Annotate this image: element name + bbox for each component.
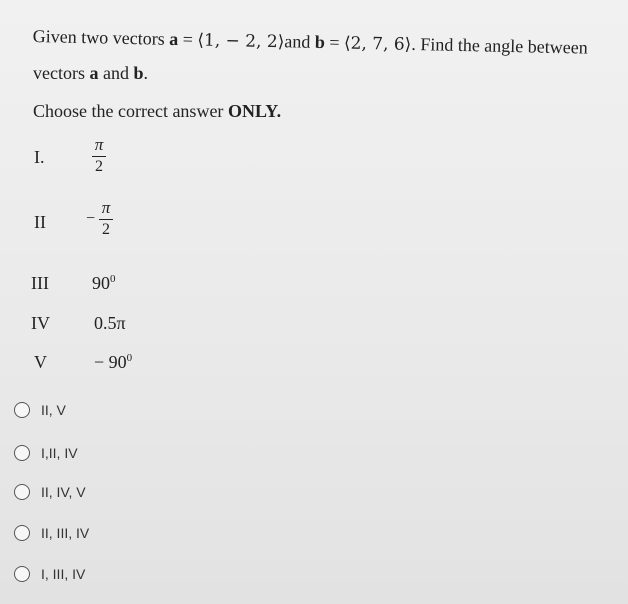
fraction-numerator: π (101, 198, 111, 217)
answer-option-4[interactable] (14, 522, 89, 544)
answer-option-label: II, III, IV (41, 525, 90, 541)
line2-a: a (89, 63, 99, 83)
answer-option-label: II, IV, V (41, 484, 86, 500)
line2-prefix: vectors (33, 63, 90, 83)
answer-option-label: II, V (41, 402, 66, 418)
instruction-text: Choose the correct answer (33, 101, 228, 121)
answer-option-1[interactable] (14, 399, 66, 421)
answer-option-3[interactable] (14, 481, 86, 503)
degree-superscript: 0 (126, 352, 133, 364)
fraction-pi-over-2 (92, 136, 106, 175)
answer-option-label: I, III, IV (41, 566, 86, 582)
radio-button[interactable] (14, 402, 30, 418)
radio-button[interactable] (14, 525, 30, 541)
question-line-2 (33, 63, 148, 84)
line2-end: . (143, 63, 148, 83)
item-expression-4 (94, 313, 126, 334)
vector-a-label: a (169, 28, 179, 50)
fraction-bar (99, 219, 113, 220)
item-expression-2 (86, 199, 113, 238)
line2-b: b (133, 63, 144, 83)
minus-sign: − (86, 209, 96, 227)
degree-superscript: 0 (110, 273, 116, 285)
and-word: and (284, 31, 316, 52)
item-numeral-1: I. (34, 147, 45, 167)
question-line-1 (33, 26, 588, 59)
item-numeral-5: V (34, 352, 47, 372)
line2-and: and (98, 63, 134, 83)
fraction-denominator: 2 (102, 221, 111, 238)
value-90: 90 (92, 273, 110, 293)
instruction (33, 101, 281, 122)
radio-button[interactable] (14, 566, 30, 582)
answer-option-2[interactable] (14, 442, 78, 464)
value-half-pi: 0.5π (94, 313, 126, 333)
item-expression-3 (92, 273, 116, 294)
item-expression-1 (92, 136, 106, 175)
fraction-denominator: 2 (95, 158, 103, 175)
equals-sign: = (178, 29, 198, 50)
item-numeral-3: III (31, 273, 49, 293)
instruction-only: ONLY. (227, 101, 282, 121)
item-expression-5 (94, 352, 132, 373)
equals-sign-2: = (324, 32, 345, 53)
answer-option-label: I,II, IV (41, 445, 78, 461)
vector-b-value: ⟨2, 7, 6⟩ (343, 33, 412, 55)
vector-a-value: ⟨1, − 2, 2⟩ (197, 30, 285, 53)
answer-option-5[interactable] (14, 563, 85, 585)
value-neg-90: − 90 (94, 352, 127, 372)
fraction-neg-pi-over-2 (99, 199, 113, 238)
radio-button[interactable] (14, 484, 30, 500)
item-numeral-2: II (34, 212, 46, 232)
question-suffix: . Find the angle between (411, 33, 588, 58)
item-numeral-4: IV (31, 313, 50, 333)
fraction-bar (92, 156, 106, 157)
radio-button[interactable] (14, 445, 30, 461)
question-prefix: Given two vectors (32, 26, 170, 49)
vector-b-label: b (314, 31, 326, 53)
fraction-numerator: π (94, 135, 104, 154)
